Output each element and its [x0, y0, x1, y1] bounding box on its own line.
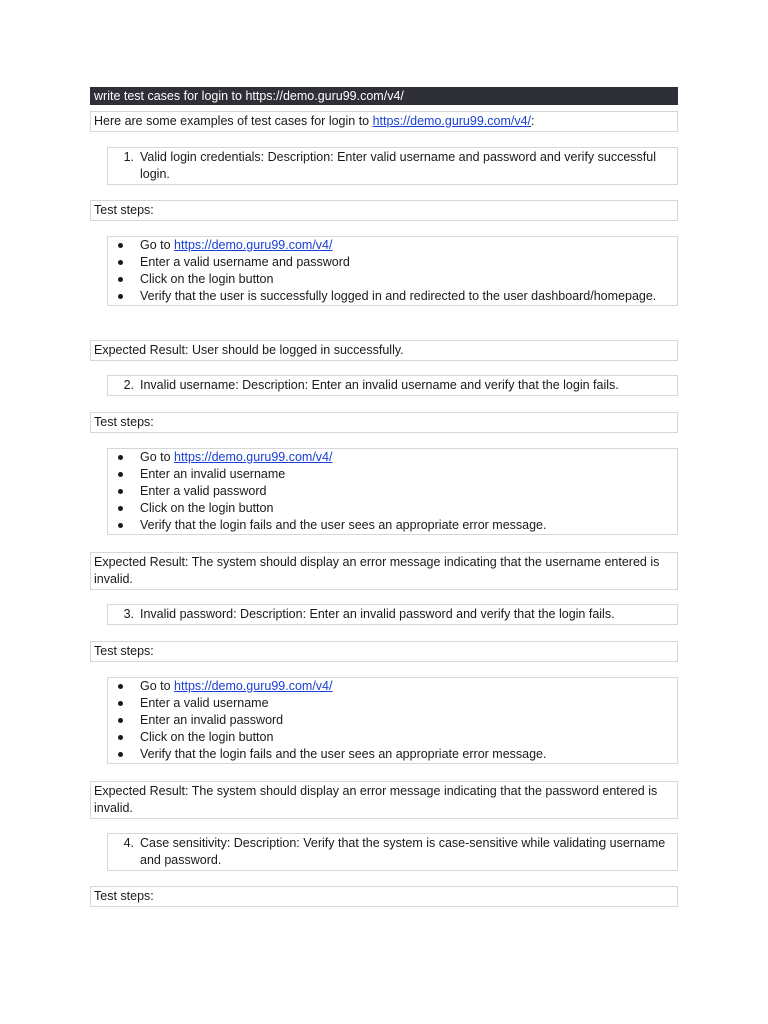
expected-result-text: Expected Result: The system should display an error message indicating that the password entered is invalid. [94, 784, 658, 815]
prompt-text: write test cases for login to https://demo.guru99.com/v4/ [94, 89, 404, 103]
intro-link[interactable]: https://demo.guru99.com/v4/ [372, 114, 532, 128]
case-3-steps [107, 677, 678, 764]
list-item [140, 678, 677, 695]
case-2-expected [90, 552, 678, 590]
guru99-link[interactable]: https://demo.guru99.com/v4/ [174, 679, 333, 693]
case-1-steps-label [90, 200, 678, 221]
case-2-number: 2. [123, 378, 134, 392]
case-4-title [107, 833, 678, 871]
test-steps-label: Test steps: [94, 644, 154, 658]
intro-text: Here are some examples of test cases for login to [94, 114, 373, 128]
list-item: Verify that the login fails and the user sees an appropriate error message. [140, 746, 677, 763]
case-1-expected [90, 340, 678, 361]
case-1-steps [107, 236, 678, 306]
user-prompt [90, 87, 678, 105]
case-2-steps [107, 448, 678, 535]
list-item: Verify that the login fails and the user sees an appropriate error message. [140, 517, 677, 534]
list-item: Click on the login button [140, 729, 677, 746]
case-4-steps-label [90, 886, 678, 907]
case-4-title-text: Case sensitivity: Description: Verify that the system is case-sensitive while validating username and password. [140, 836, 666, 867]
case-3-title [107, 604, 678, 625]
list-item: Enter a valid username and password [140, 254, 677, 271]
test-steps-label: Test steps: [94, 415, 154, 429]
list-item: Click on the login button [140, 271, 677, 288]
case-2-steps-label [90, 412, 678, 433]
expected-result-text: Expected Result: User should be logged in successfully. [94, 343, 404, 357]
list-item: Click on the login button [140, 500, 677, 517]
guru99-link[interactable]: https://demo.guru99.com/v4/ [174, 450, 333, 464]
case-1-number: 1. [123, 150, 134, 164]
list-item: Enter an invalid username [140, 466, 677, 483]
list-item: Enter a valid username [140, 695, 677, 712]
go-to-text: Go to [140, 450, 175, 464]
test-steps-label: Test steps: [94, 889, 154, 903]
list-item [140, 237, 677, 254]
go-to-text: Go to [140, 679, 175, 693]
intro-suffix: : [531, 114, 535, 128]
list-item: Verify that the user is successfully logged in and redirected to the user dashboard/homepage. [140, 288, 677, 305]
steps-list [108, 678, 677, 763]
case-1-title-text: Valid login credentials: Description: Enter valid username and password and verify successful login. [140, 150, 656, 181]
steps-list [108, 449, 677, 534]
intro-paragraph [90, 111, 678, 132]
case-3-steps-label [90, 641, 678, 662]
steps-list [108, 237, 677, 305]
case-2-title-text: Invalid username: Description: Enter an invalid username and verify that the login fails. [140, 378, 619, 392]
test-steps-label: Test steps: [94, 203, 154, 217]
list-item [140, 449, 677, 466]
expected-result-text: Expected Result: The system should display an error message indicating that the username entered is invalid. [94, 555, 660, 586]
case-1-title [107, 147, 678, 185]
go-to-text: Go to [140, 238, 175, 252]
case-3-number: 3. [123, 607, 134, 621]
case-2-title [107, 375, 678, 396]
list-item: Enter a valid password [140, 483, 677, 500]
case-3-title-text: Invalid password: Description: Enter an invalid password and verify that the login fails. [140, 607, 615, 621]
case-4-number: 4. [123, 836, 134, 850]
guru99-link[interactable]: https://demo.guru99.com/v4/ [174, 238, 333, 252]
list-item: Enter an invalid password [140, 712, 677, 729]
case-3-expected [90, 781, 678, 819]
